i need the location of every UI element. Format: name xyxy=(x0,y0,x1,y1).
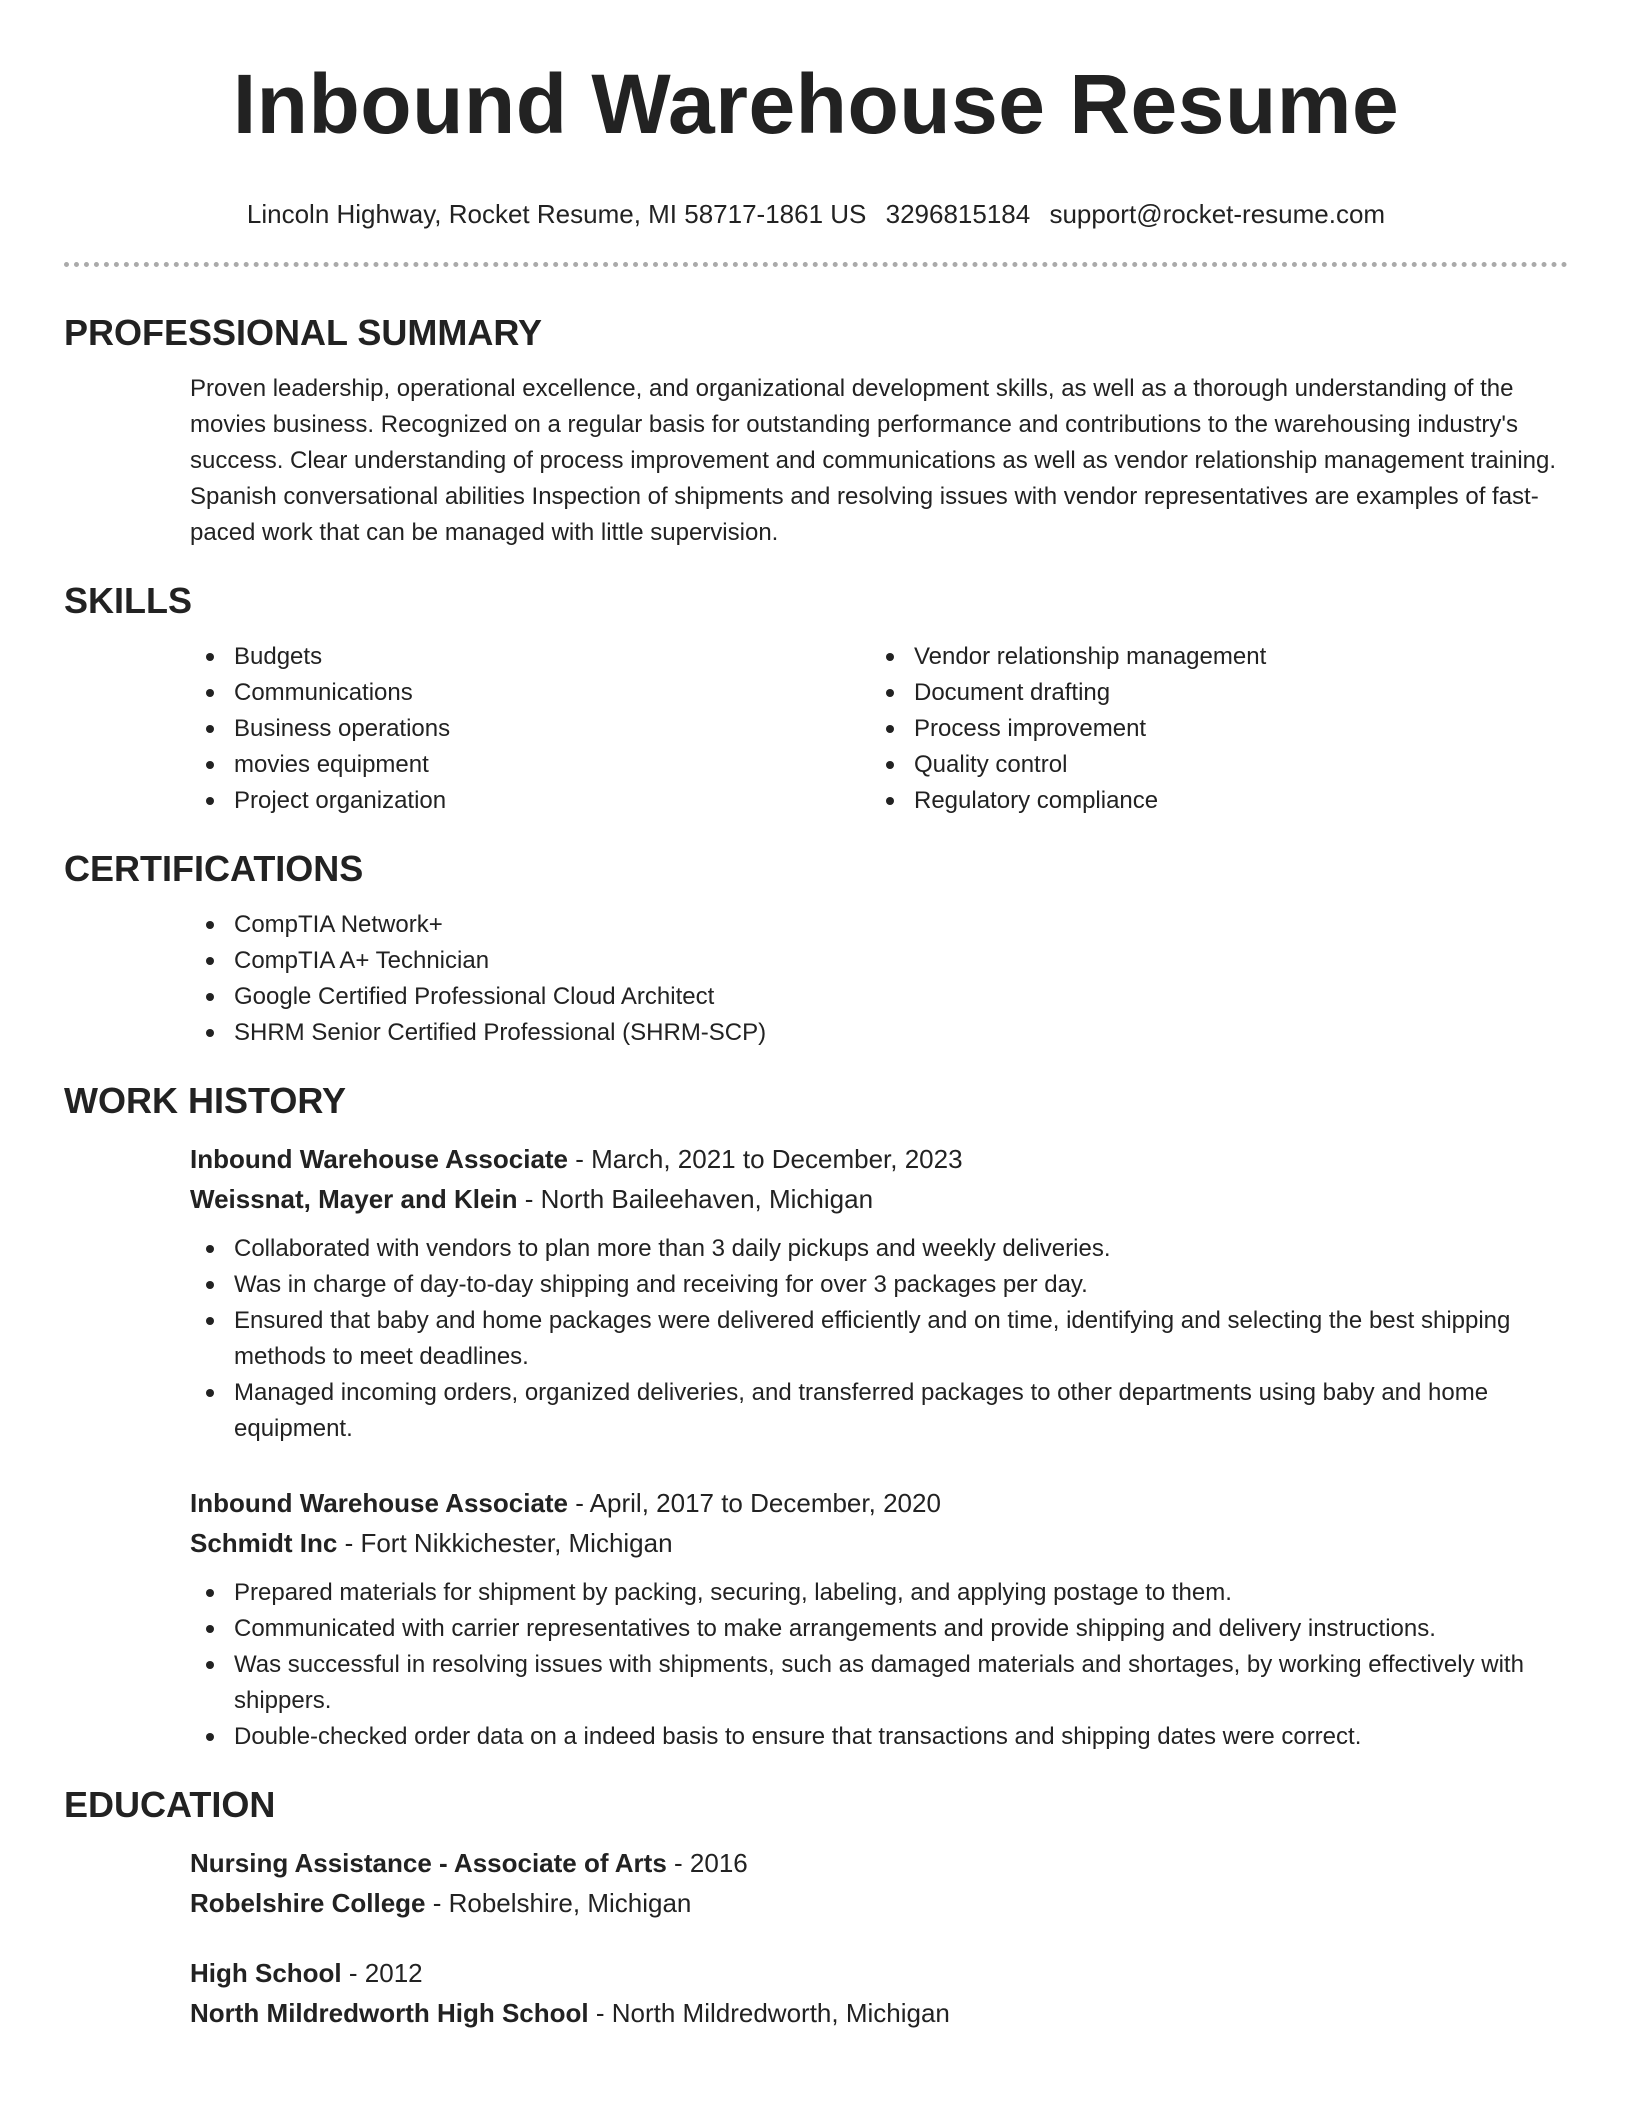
education-degree-line xyxy=(190,1953,1568,1993)
skill-item: movies equipment xyxy=(190,747,870,783)
education-entry xyxy=(190,1953,1568,2033)
job-location: - North Baileehaven, Michigan xyxy=(517,1184,874,1214)
education-location: - North Mildredworth, Michigan xyxy=(588,1998,950,2028)
job-bullets xyxy=(190,1575,1570,1755)
skill-item: Business operations xyxy=(190,711,870,747)
job-bullet: Prepared materials for shipment by packing, securing, labeling, and applying postage to them. xyxy=(190,1575,1570,1611)
job-company-line xyxy=(190,1179,1568,1219)
education-location: - Robelshire, Michigan xyxy=(425,1888,692,1918)
contact-line xyxy=(64,198,1568,230)
education-school-line xyxy=(190,1993,1568,2033)
skill-item: Quality control xyxy=(870,747,1550,783)
certification-item: Google Certified Professional Cloud Architect xyxy=(190,979,1568,1015)
job-bullet: Managed incoming orders, organized deliveries, and transferred packages to other departments using baby and home equipment. xyxy=(190,1375,1570,1447)
education-degree-line xyxy=(190,1843,1568,1883)
resume-title: Inbound Warehouse Resume xyxy=(232,57,1400,151)
header-divider xyxy=(64,262,1568,267)
contact-address: Lincoln Highway, Rocket Resume, MI 58717-1861 US xyxy=(246,199,867,229)
skill-item: Process improvement xyxy=(870,711,1550,747)
education-school-line xyxy=(190,1883,1568,1923)
summary-heading: PROFESSIONAL SUMMARY xyxy=(64,312,543,353)
job-company-line xyxy=(190,1523,1568,1563)
contact-phone: 3296815184 xyxy=(885,199,1031,229)
skill-item: Project organization xyxy=(190,783,870,819)
education-heading: EDUCATION xyxy=(64,1784,276,1825)
job-bullet: Was successful in resolving issues with shipments, such as damaged materials and shortages, by working effectively with shippers. xyxy=(190,1647,1570,1719)
summary-text: Proven leadership, operational excellence, and organizational development skills, as well as a thorough understanding of the movies business. Recognized on a regular basis for outstanding performance and contributions to the warehousing industry's success. Clear understanding of process improvement and communications as well as vendor relationship management training. Spanish conversational abilities Inspection of shipments and resolving issues with vendor representatives are examples of fast-paced work that can be managed with little supervision. xyxy=(190,375,1557,546)
work-history-heading: WORK HISTORY xyxy=(64,1080,347,1121)
job-bullet: Double-checked order data on a indeed basis to ensure that transactions and shipping dates were correct. xyxy=(190,1719,1570,1755)
education-year: - 2012 xyxy=(341,1958,423,1988)
job-entry xyxy=(190,1483,1568,1563)
skills-heading: SKILLS xyxy=(64,580,193,621)
certification-item: CompTIA Network+ xyxy=(190,907,1568,943)
education-entry xyxy=(190,1843,1568,1923)
job-bullet: Was in charge of day-to-day shipping and receiving for over 3 packages per day. xyxy=(190,1267,1570,1303)
education-school: Robelshire College xyxy=(190,1888,426,1918)
job-bullet: Collaborated with vendors to plan more than 3 daily pickups and weekly deliveries. xyxy=(190,1231,1570,1267)
job-dates: - April, 2017 to December, 2020 xyxy=(568,1488,941,1518)
job-bullets xyxy=(190,1231,1570,1447)
education-degree: Nursing Assistance - Associate of Arts xyxy=(190,1848,667,1878)
job-dates: - March, 2021 to December, 2023 xyxy=(568,1144,963,1174)
job-company: Weissnat, Mayer and Klein xyxy=(190,1184,518,1214)
skill-item: Budgets xyxy=(190,639,870,675)
certification-item: SHRM Senior Certified Professional (SHRM-SCP) xyxy=(190,1015,1568,1051)
certifications-list xyxy=(190,907,1568,1051)
job-bullet: Communicated with carrier representatives to make arrangements and provide shipping and delivery instructions. xyxy=(190,1611,1570,1647)
certification-item: CompTIA A+ Technician xyxy=(190,943,1568,979)
skills-grid xyxy=(64,639,1568,819)
job-title-line xyxy=(190,1139,1568,1179)
education-school: North Mildredworth High School xyxy=(190,1998,589,2028)
job-location: - Fort Nikkichester, Michigan xyxy=(337,1528,673,1558)
skill-item: Regulatory compliance xyxy=(870,783,1550,819)
job-role: Inbound Warehouse Associate xyxy=(190,1144,569,1174)
job-bullet: Ensured that baby and home packages were delivered efficiently and on time, identifying and selecting the best shipping methods to meet deadlines. xyxy=(190,1303,1570,1375)
job-company: Schmidt Inc xyxy=(190,1528,338,1558)
contact-email: support@rocket-resume.com xyxy=(1049,199,1386,229)
education-degree: High School xyxy=(190,1958,342,1988)
skill-item: Communications xyxy=(190,675,870,711)
skill-item: Vendor relationship management xyxy=(870,639,1550,675)
skills-list-right xyxy=(870,639,1550,819)
skills-list-left xyxy=(190,639,870,819)
job-title-line xyxy=(190,1483,1568,1523)
education-year: - 2016 xyxy=(666,1848,748,1878)
job-role: Inbound Warehouse Associate xyxy=(190,1488,569,1518)
skill-item: Document drafting xyxy=(870,675,1550,711)
job-entry xyxy=(190,1139,1568,1219)
certifications-heading: CERTIFICATIONS xyxy=(64,848,364,889)
